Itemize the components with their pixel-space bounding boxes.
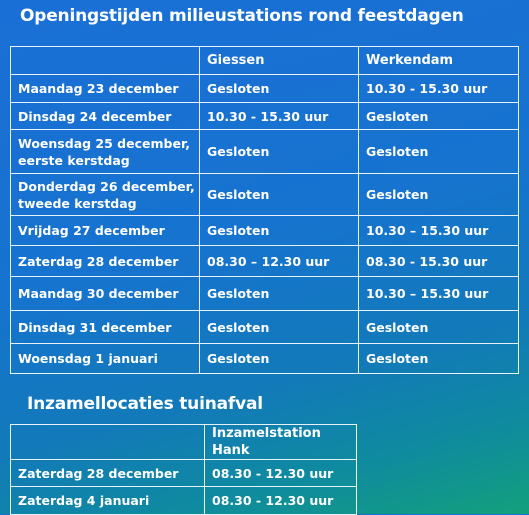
header-cell-werkendam: Werkendam bbox=[359, 47, 519, 75]
werkendam-cell: Gesloten bbox=[359, 174, 519, 216]
header-cell-empty bbox=[11, 425, 205, 460]
table-row bbox=[11, 103, 519, 130]
section-title-tuinafval: Inzamellocaties tuinafval bbox=[27, 394, 263, 414]
werkendam-cell: Gesloten bbox=[359, 344, 519, 374]
werkendam-cell: 10.30 - 15.30 uur bbox=[359, 75, 519, 103]
header-cell-hank: Inzamelstation Hank bbox=[205, 425, 357, 460]
table-row bbox=[11, 174, 519, 216]
table-row bbox=[11, 344, 519, 374]
day-cell: Maandag 23 december bbox=[11, 75, 200, 103]
header-cell-empty bbox=[11, 47, 200, 75]
hank-cell: 08.30 - 12.30 uur bbox=[205, 460, 357, 487]
day-cell: Maandag 30 december bbox=[11, 277, 200, 311]
giessen-cell: 08.30 – 12.30 uur bbox=[200, 246, 359, 277]
giessen-cell: Gesloten bbox=[200, 344, 359, 374]
table-row bbox=[11, 460, 357, 487]
table-header-row bbox=[11, 425, 357, 460]
werkendam-cell: Gesloten bbox=[359, 311, 519, 344]
giessen-cell: Gesloten bbox=[200, 130, 359, 174]
giessen-cell: 10.30 - 15.30 uur bbox=[200, 103, 359, 130]
werkendam-cell: 08.30 - 15.30 uur bbox=[359, 246, 519, 277]
giessen-cell: Gesloten bbox=[200, 174, 359, 216]
werkendam-cell: 10.30 – 15.30 uur bbox=[359, 277, 519, 311]
day-cell: Zaterdag 28 december bbox=[11, 460, 205, 487]
day-cell: Donderdag 26 december, tweede kerstdag bbox=[11, 174, 200, 216]
werkendam-cell: Gesloten bbox=[359, 103, 519, 130]
giessen-cell: Gesloten bbox=[200, 277, 359, 311]
day-cell: Dinsdag 31 december bbox=[11, 311, 200, 344]
hank-cell: 08.30 - 12.30 uur bbox=[205, 487, 357, 515]
day-cell: Woensdag 25 december, eerste kerstdag bbox=[11, 130, 200, 174]
table-row bbox=[11, 246, 519, 277]
day-cell: Woensdag 1 januari bbox=[11, 344, 200, 374]
page-title: Openingstijden milieustations rond feestdagen bbox=[20, 6, 464, 26]
table-row bbox=[11, 216, 519, 246]
table-row bbox=[11, 277, 519, 311]
table-header-row bbox=[11, 47, 519, 75]
giessen-cell: Gesloten bbox=[200, 216, 359, 246]
day-cell: Zaterdag 4 januari bbox=[11, 487, 205, 515]
table-row bbox=[11, 487, 357, 515]
openingstijden-table bbox=[10, 46, 519, 374]
tuinafval-table bbox=[10, 424, 357, 515]
table-row bbox=[11, 130, 519, 174]
werkendam-cell: Gesloten bbox=[359, 130, 519, 174]
header-cell-giessen: Giessen bbox=[200, 47, 359, 75]
table-row bbox=[11, 311, 519, 344]
werkendam-cell: 10.30 – 15.30 uur bbox=[359, 216, 519, 246]
day-cell: Vrijdag 27 december bbox=[11, 216, 200, 246]
giessen-cell: Gesloten bbox=[200, 311, 359, 344]
day-cell: Dinsdag 24 december bbox=[11, 103, 200, 130]
day-cell: Zaterdag 28 december bbox=[11, 246, 200, 277]
table-row bbox=[11, 75, 519, 103]
giessen-cell: Gesloten bbox=[200, 75, 359, 103]
